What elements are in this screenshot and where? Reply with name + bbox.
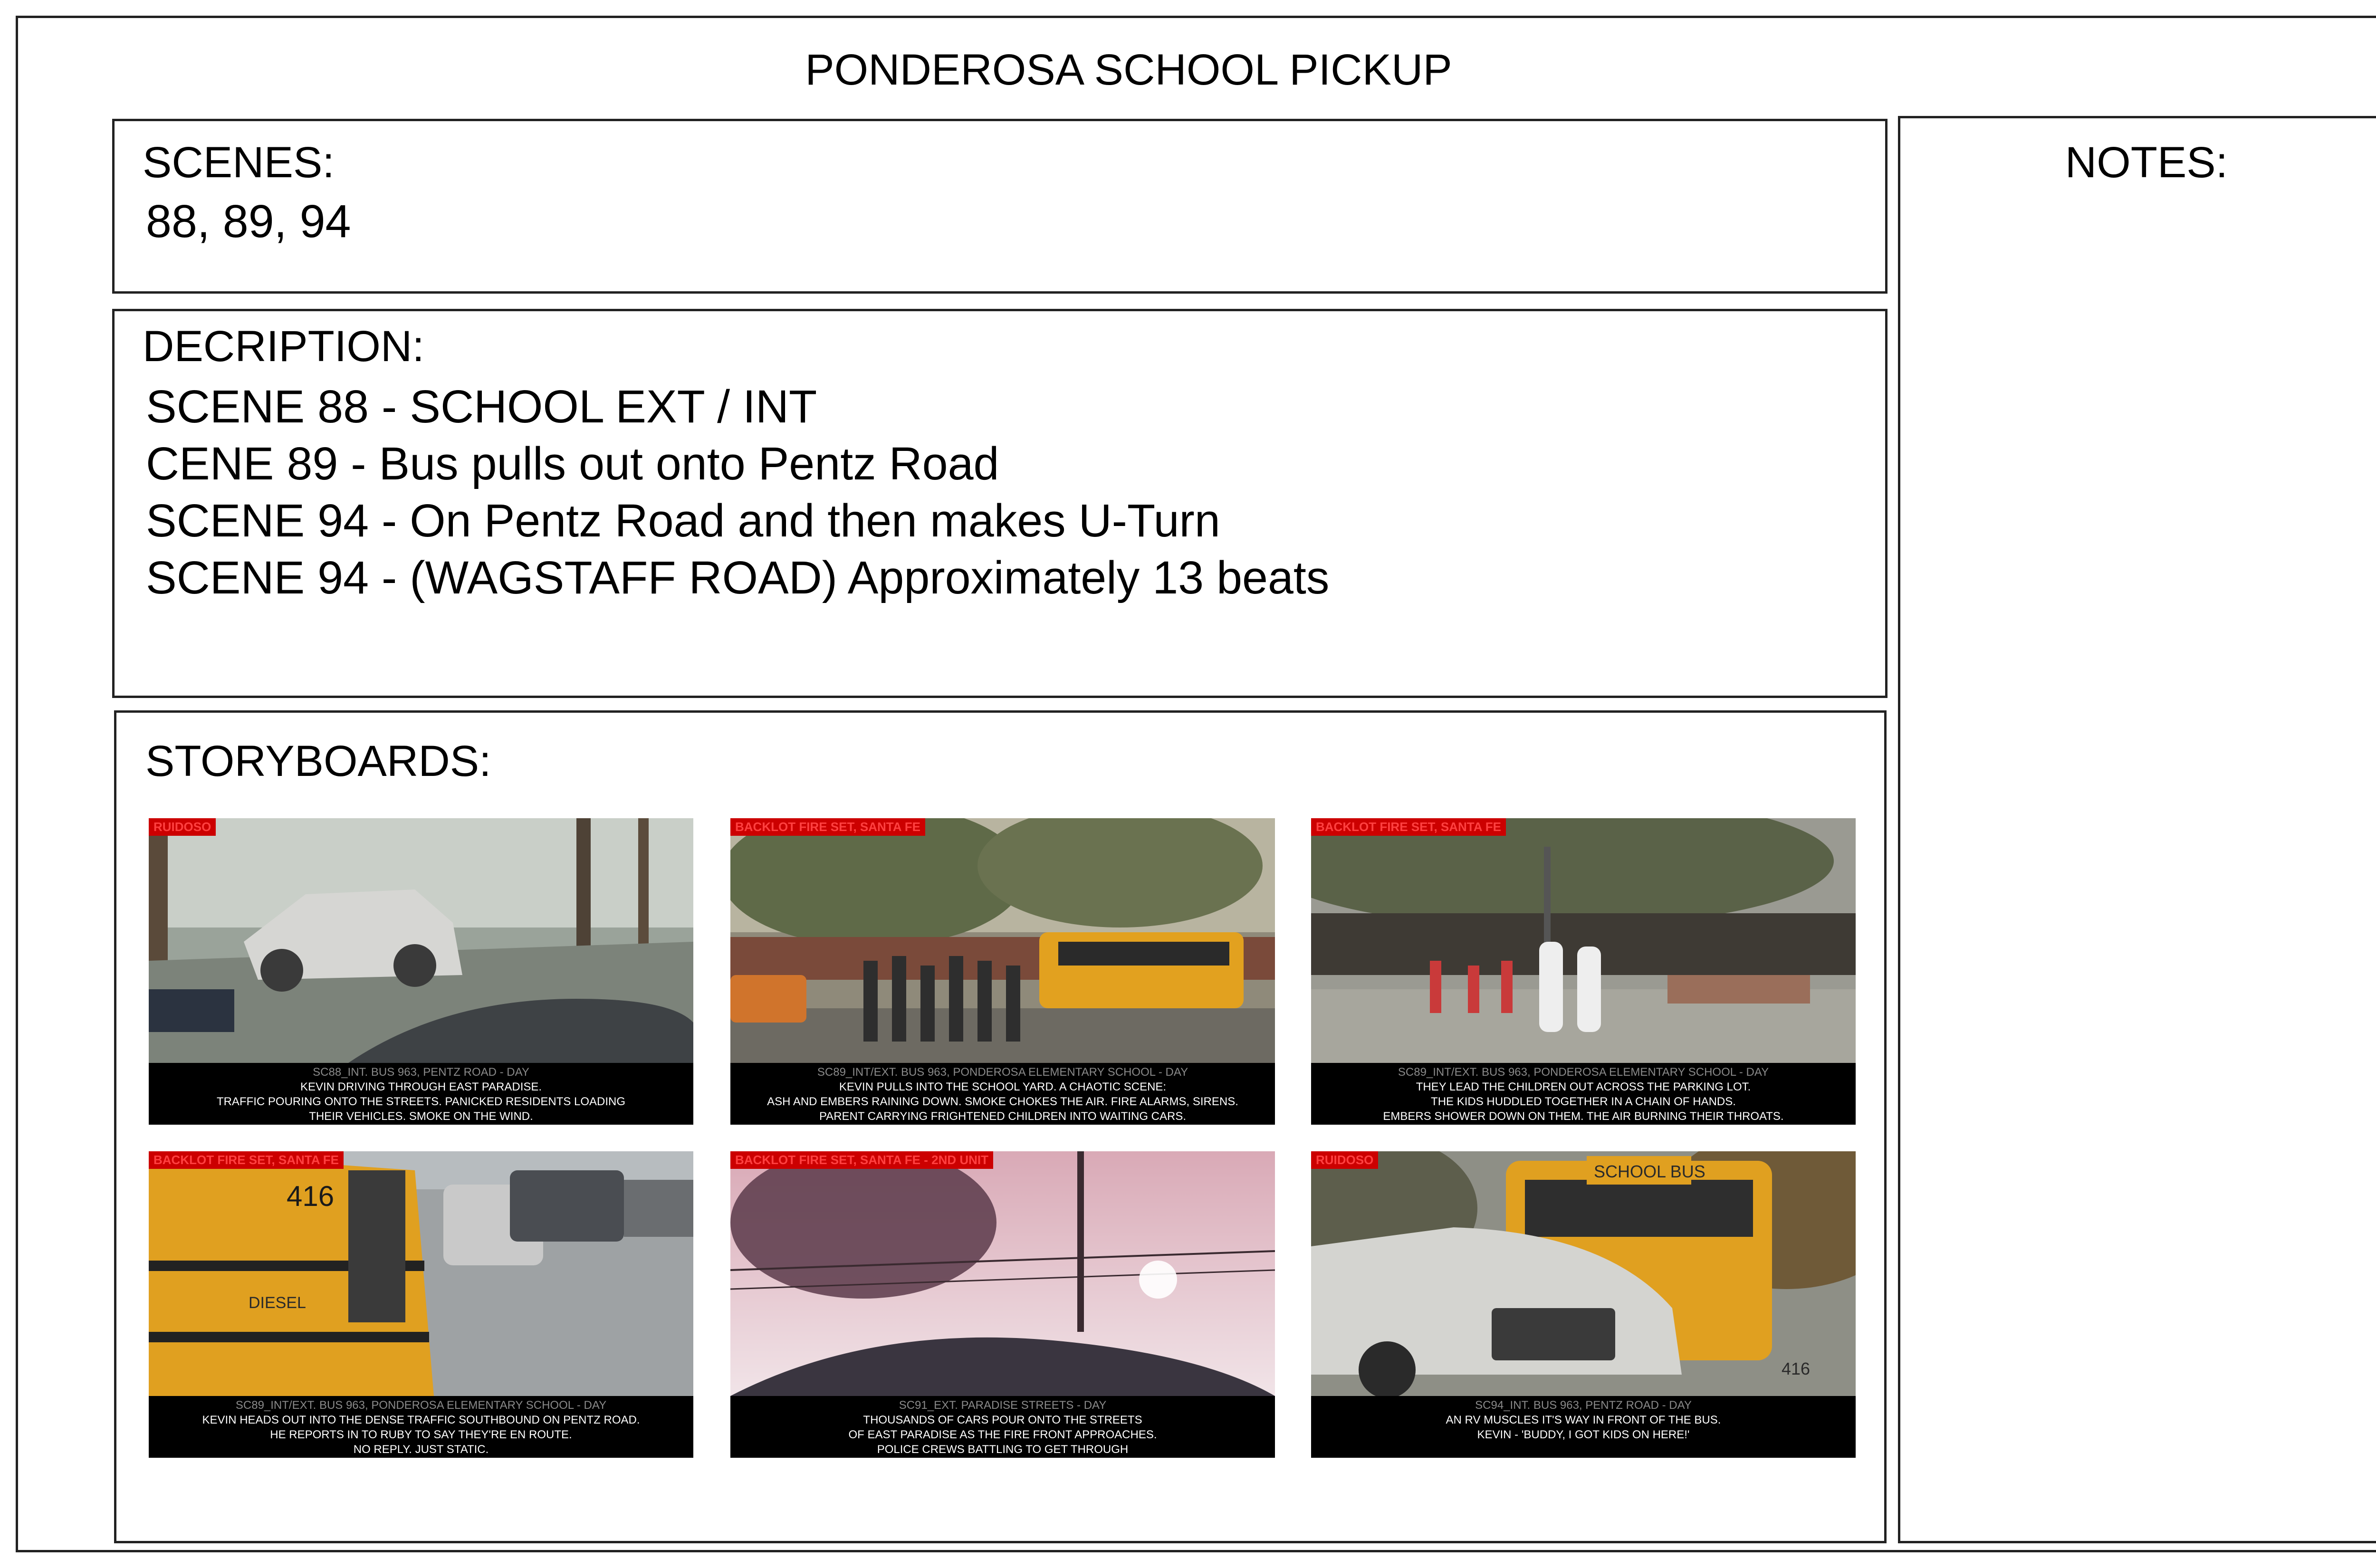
caption-line: THEIR VEHICLES. SMOKE ON THE WIND. [309, 1110, 533, 1123]
caption-line: THEY LEAD THE CHILDREN OUT ACROSS THE PARKING LOT. [1416, 1080, 1751, 1093]
location-tag: BACKLOT FIRE SET, SANTA FE - 2ND UNIT [730, 1151, 993, 1169]
caption-slug: SC94_INT. BUS 963, PENTZ ROAD - DAY [1475, 1399, 1692, 1412]
frame-caption [149, 1063, 693, 1125]
scenes-box [112, 119, 1887, 294]
storyboard-image [149, 1151, 693, 1396]
caption-line: KEVIN HEADS OUT INTO THE DENSE TRAFFIC SOUTHBOUND ON PENTZ ROAD. [202, 1414, 640, 1426]
frame-caption [730, 1396, 1275, 1458]
storyboard-image [730, 1151, 1275, 1396]
bus-word-text: DIESEL [249, 1294, 306, 1312]
caption-line: TRAFFIC POURING ONTO THE STREETS. PANICKED RESIDENTS LOADING [216, 1095, 626, 1108]
location-tag: BACKLOT FIRE SET, SANTA FE [730, 818, 925, 836]
description-line: SCENE 94 - On Pentz Road and then makes U-Turn [146, 495, 1220, 546]
caption-slug: SC89_INT/EXT. BUS 963, PONDEROSA ELEMENTARY SCHOOL - DAY [817, 1066, 1188, 1079]
caption-line: KEVIN DRIVING THROUGH EAST PARADISE. [300, 1080, 542, 1093]
bus-number-text: 416 [287, 1180, 335, 1212]
caption-line: HE REPORTS IN TO RUBY TO SAY THEY'RE EN ROUTE. [270, 1428, 572, 1441]
caption-line: EMBERS SHOWER DOWN ON THEM. THE AIR BURNING THEIR THROATS. [1383, 1110, 1784, 1123]
caption-slug: SC91_EXT. PARADISE STREETS - DAY [899, 1399, 1107, 1412]
notes-box [1898, 116, 2376, 1543]
caption-slug: SC89_INT/EXT. BUS 963, PONDEROSA ELEMENTARY SCHOOL - DAY [235, 1399, 607, 1412]
frame-caption [1311, 1396, 1856, 1458]
scenes-value: 88, 89, 94 [146, 195, 351, 247]
caption-line: KEVIN - 'BUDDY, I GOT KIDS ON HERE!' [1477, 1428, 1690, 1441]
caption-line: THE KIDS HUDDLED TOGETHER IN A CHAIN OF HANDS. [1431, 1095, 1736, 1108]
caption-line: PARENT CARRYING FRIGHTENED CHILDREN INTO WAITING CARS. [819, 1110, 1187, 1123]
storyboard-image [149, 818, 693, 1063]
caption-line: POLICE CREWS BATTLING TO GET THROUGH [877, 1443, 1129, 1456]
page-title: PONDEROSA SCHOOL PICKUP [805, 46, 1452, 94]
storyboard-frame [149, 1151, 693, 1458]
storyboard-frame [730, 818, 1275, 1125]
caption-slug: SC89_INT/EXT. BUS 963, PONDEROSA ELEMENTARY SCHOOL - DAY [1398, 1066, 1769, 1079]
frame-caption [730, 1063, 1275, 1125]
location-tag: BACKLOT FIRE SET, SANTA FE [149, 1151, 344, 1169]
bus-number-text: 416 [1782, 1359, 1811, 1378]
storyboard-frame [1311, 818, 1856, 1125]
caption-line: AN RV MUSCLES IT'S WAY IN FRONT OF THE BUS. [1446, 1414, 1721, 1426]
frame-caption [1311, 1063, 1856, 1125]
caption-line: ASH AND EMBERS RAINING DOWN. SMOKE CHOKES THE AIR. FIRE ALARMS, SIRENS. [767, 1095, 1238, 1108]
storyboard-image [1311, 818, 1856, 1063]
frame-caption [149, 1396, 693, 1458]
scenes-label: SCENES: [143, 138, 335, 187]
caption-line: THOUSANDS OF CARS POUR ONTO THE STREETS [863, 1414, 1142, 1426]
location-tag: BACKLOT FIRE SET, SANTA FE [1311, 818, 1506, 836]
storyboard-image [1311, 1151, 1856, 1396]
caption-line: NO REPLY. JUST STATIC. [353, 1443, 489, 1456]
description-label: DECRIPTION: [143, 322, 424, 371]
storyboard-frame [149, 818, 693, 1125]
school-bus-text: SCHOOL BUS [1594, 1162, 1705, 1181]
storyboards-label: STORYBOARDS: [145, 737, 491, 785]
storyboard-frame [1311, 1151, 1856, 1458]
caption-line: OF EAST PARADISE AS THE FIRE FRONT APPROACHES. [848, 1428, 1157, 1441]
storyboard-image [730, 818, 1275, 1063]
location-tag: RUIDOSO [1311, 1151, 1378, 1169]
location-tag: RUIDOSO [149, 818, 216, 836]
caption-line: KEVIN PULLS INTO THE SCHOOL YARD. A CHAOTIC SCENE: [839, 1080, 1167, 1093]
caption-slug: SC88_INT. BUS 963, PENTZ ROAD - DAY [313, 1066, 529, 1079]
storyboard-frame [730, 1151, 1275, 1458]
description-line: SCENE 94 - (WAGSTAFF ROAD) Approximately 13 beats [146, 552, 1330, 603]
description-line: SCENE 88 - SCHOOL EXT / INT [146, 381, 817, 432]
notes-label: NOTES: [2065, 138, 2228, 187]
description-line: CENE 89 - Bus pulls out onto Pentz Road [146, 438, 999, 489]
